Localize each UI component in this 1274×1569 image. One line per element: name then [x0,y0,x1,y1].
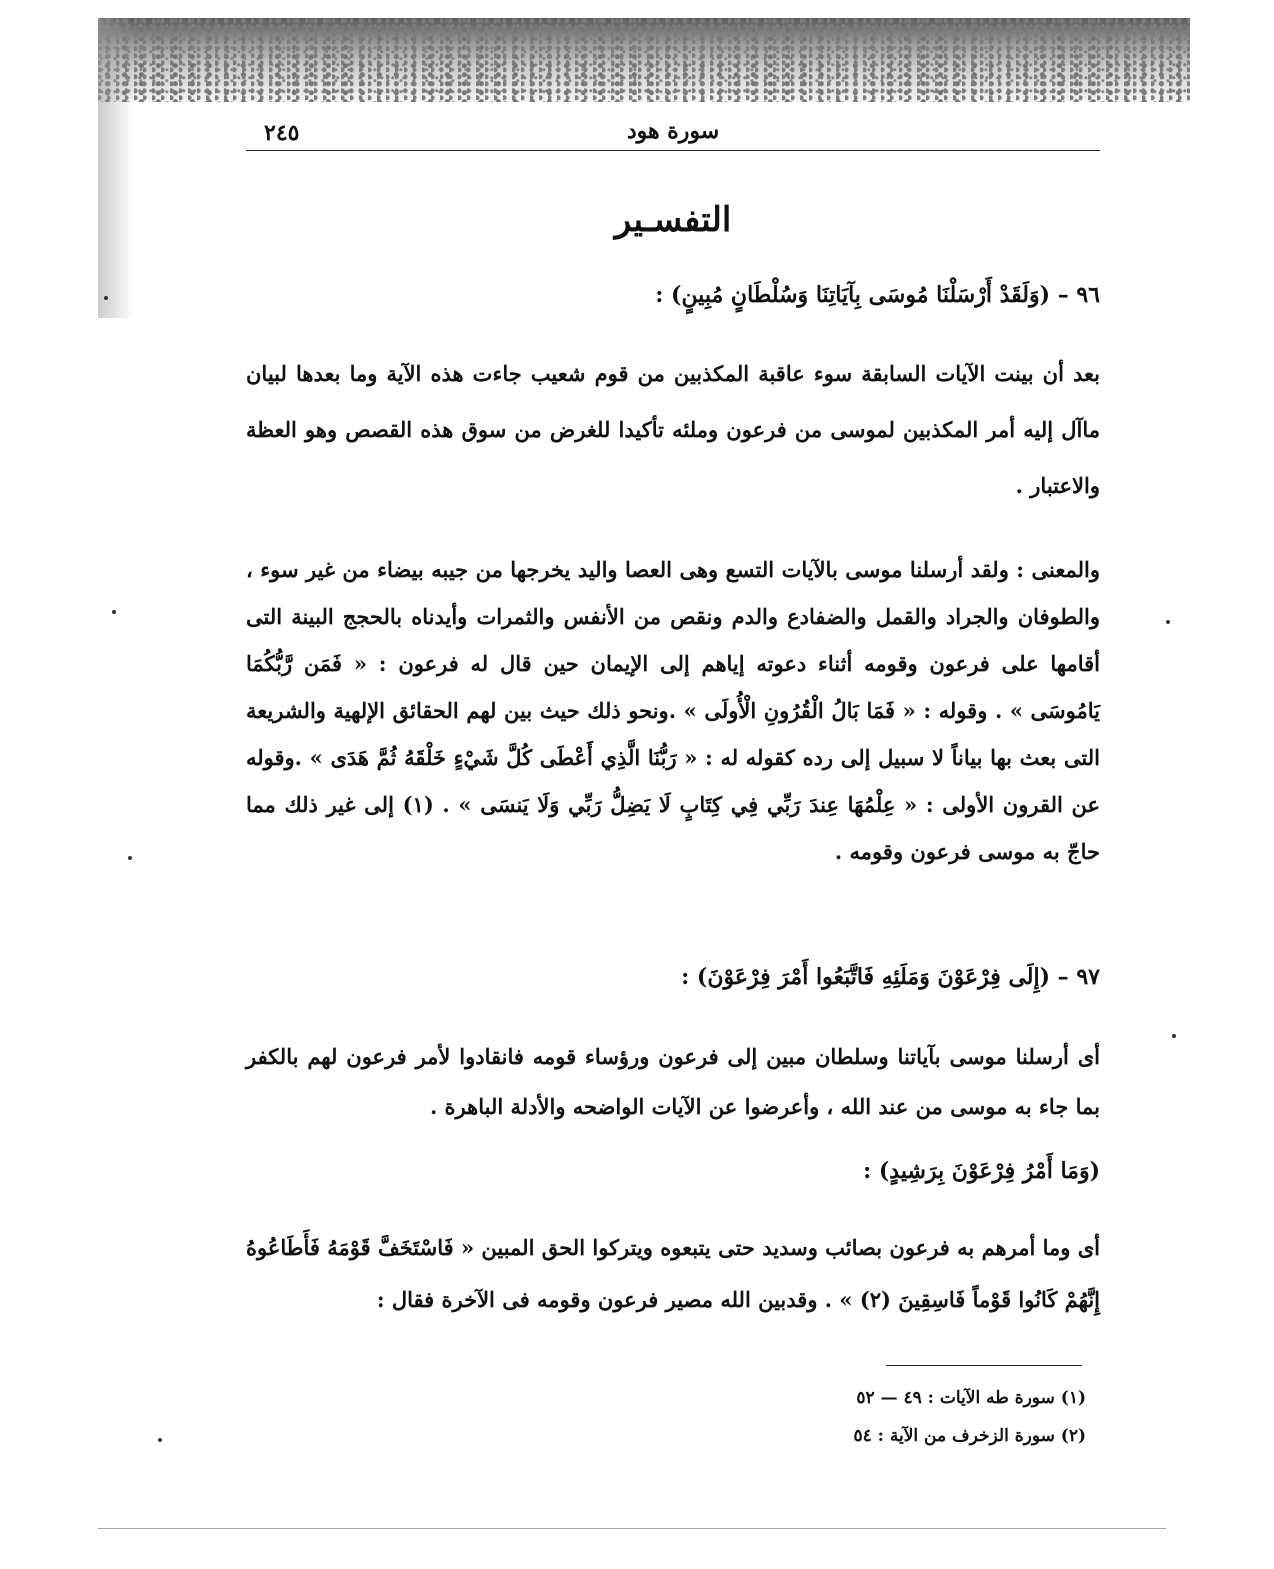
scan-speck [1172,1034,1176,1038]
paragraph-intro [246,346,1100,514]
scan-speck [1166,620,1170,624]
page-number: ٢٤٥ [264,120,300,146]
footnote-1: (١) سورة طه الآيات : ٤٩ — ٥٢ [856,1388,1086,1408]
paragraph-text: بعد أن بينت الآيات السابقة سوء عاقبة المكذبين من قوم شعيب جاءت هذه الآية وما بعدها لبيان ماآل إليه أمر المكذبين لموسى من فرعون وملئه تأكيدا للغرض من سوق هذه القصص وهو العظة والاعتبار . [246,361,1100,498]
scan-speck [112,610,116,614]
scan-speck [104,296,108,300]
scan-edge-line [98,1528,1166,1529]
verse-97-continuation: (وَمَا أَمْرُ فِرْعَوْنَ بِرَشِيدٍ) : [863,1158,1100,1184]
verse-97-heading: ٩٧ – (إِلَى فِرْعَوْنَ وَمَلَئِهِ فَاتَّبَعُوا أَمْرَ فِرْعَوْنَ) : [681,964,1100,990]
running-header [246,116,1100,151]
surah-title: سورة هود [626,118,720,144]
scan-speck [128,856,132,860]
verse-96-heading: ٩٦ – (وَلَقَدْ أَرْسَلْنَا مُوسَى بِآيَاتِنَا وَسُلْطَانٍ مُبِينٍ) : [655,282,1100,308]
paragraph-verse-97 [246,1032,1100,1132]
paragraph-text: أى وما أمرهم به فرعون بصائب وسديد حتى يتبعوه ويتركوا الحق المبين « فَاسْتَخَفَّ قَوْمَهُ فَأَطَاعُوهُ إِنَّهُمْ كَانُوا قَوْماً فَاسِقِينَ (٢) » . وقدبين الله مصير فرعون وقومه فى الآخرة فقال : [246,1235,1100,1312]
section-title: التفسـير [614,200,732,240]
footnote-2: (٢) سورة الزخرف من الآية : ٥٤ [853,1426,1086,1446]
paragraph-text: والمعنى : ولقد أرسلنا موسى بالآيات التسع وهى العصا واليد يخرجها من جيبه بيضاء من غير سوء ، والطوفان والجراد والقمل والضفادع والدم ونقص من الأنفس والثمرات وأيدناه بالحجج البينة التى أقامها على فرعون وقومه أثناء دعوته إياهم إلى الإيمان حين قال له فرعون : « فَمَن رَّبُّكُمَا يَامُوسَى » . وقوله : « فَمَا بَالُ الْقُرُونِ الْأُولَى » .ونحو ذلك حيث بين لهم الحقائق الإلهية والشريعة التى بعث بها بياناً لا سبيل إلى رده كقوله له : « رَبُّنَا الَّذِي أَعْطَى كُلَّ شَيْءٍ خَلْقَهُ ثُمَّ هَدَى » .وقوله عن القرون الأولى : « عِلْمُهَا عِندَ رَبِّي فِي كِتَابٍ لَا يَضِلُّ رَبِّي وَلَا يَنسَى » . (١) إلى غير ذلك مما حاجّ به موسى فرعون وقومه . [246,557,1101,864]
paragraph-meaning [246,546,1100,875]
scan-speck [158,1438,162,1442]
paragraph-commentary [246,1222,1100,1326]
footnote-divider [886,1365,1082,1366]
paragraph-text: أى أرسلنا موسى بآياتنا وسلطان مبين إلى فرعون ورؤساء قومه فانقادوا لأمر فرعون لهم بالكفر بما جاء به موسى من عند الله ، وأعرضوا عن الآيات الواضحه والأدلة الباهرة . [246,1044,1100,1119]
